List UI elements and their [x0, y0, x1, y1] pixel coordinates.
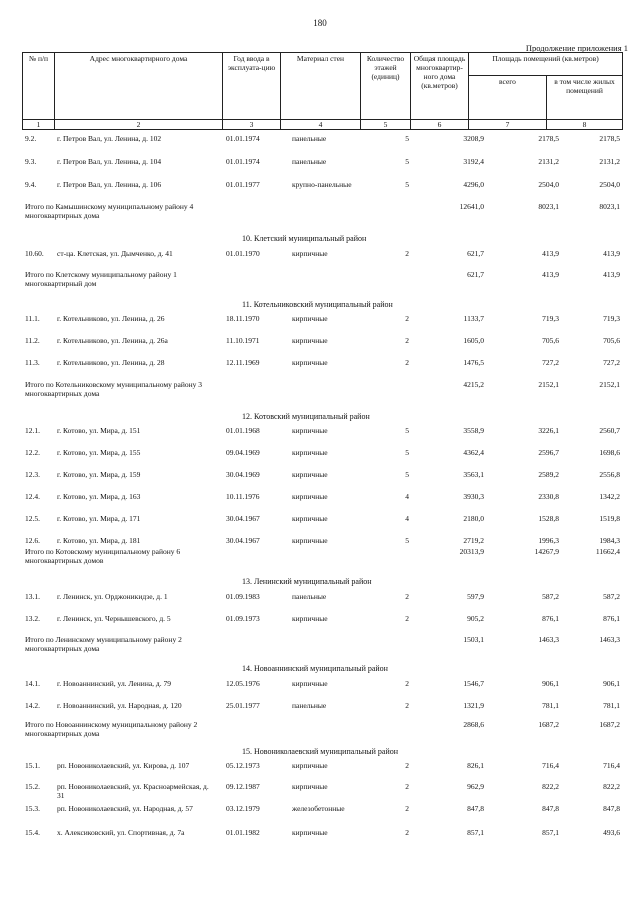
row-number: 13.1.: [25, 592, 40, 601]
row-floors: 2: [405, 679, 409, 688]
subtotal-living-area: 11662,4: [595, 547, 620, 556]
row-material: кирпичные: [292, 470, 328, 479]
row-floors: 5: [405, 180, 409, 189]
row-number: 9.3.: [25, 157, 37, 166]
row-floors: 2: [405, 358, 409, 367]
subtotal-rooms-area: 2152,1: [538, 380, 559, 389]
row-number: 12.2.: [25, 448, 40, 457]
table-row: [22, 134, 622, 156]
row-year: 01.01.1977: [226, 180, 260, 189]
row-rooms-area: 2131,2: [538, 157, 559, 166]
row-total-area: 826,1: [467, 761, 484, 770]
col-num-3: 3: [223, 120, 281, 130]
row-rooms-area: 587,2: [542, 592, 559, 601]
header-col2: Адрес многоквартирного дома: [55, 53, 223, 120]
row-year: 03.12.1979: [226, 804, 260, 813]
table-row: [22, 470, 622, 492]
row-rooms-area: 1996,3: [538, 536, 559, 545]
col-num-7: 7: [469, 120, 547, 130]
subtotal-label: Итого по Клетскому муниципальному району 1 многоквартирный дом: [25, 270, 177, 288]
subtotal-total-area: 1503,1: [463, 635, 484, 644]
row-material: кирпичные: [292, 782, 328, 791]
row-material: панельные: [292, 701, 327, 710]
row-total-area: 4362,4: [463, 448, 484, 457]
row-floors: 4: [405, 492, 409, 501]
row-number: 12.5.: [25, 514, 40, 523]
row-number: 13.2.: [25, 614, 40, 623]
row-material: кирпичные: [292, 492, 328, 501]
table-row: [22, 492, 622, 514]
row-number: 10.60.: [25, 249, 44, 258]
row-address: г. Новоаннинский, ул. Народная, д. 120: [57, 701, 182, 710]
table-row: [22, 679, 622, 701]
row-address: г. Котово, ул. Мира, д. 171: [57, 514, 141, 523]
row-floors: 5: [405, 426, 409, 435]
col-num-2: 2: [55, 120, 223, 130]
row-total-area: 1321,9: [463, 701, 484, 710]
row-total-area: 962,9: [467, 782, 484, 791]
subtotal-total-area: 2868,6: [463, 720, 484, 729]
table-row: [22, 828, 622, 850]
subtotal-label: Итого по Ленинскому муниципальному району 2 многоквартирных дома: [25, 635, 182, 653]
row-floors: 2: [405, 614, 409, 623]
table-row: [22, 180, 622, 202]
row-year: 01.01.1974: [226, 134, 260, 143]
row-number: 11.1.: [25, 314, 40, 323]
row-material: панельные: [292, 592, 327, 601]
row-floors: 2: [405, 336, 409, 345]
col-num-4: 4: [281, 120, 361, 130]
row-address: г. Петров Вал, ул. Ленина, д. 104: [57, 157, 162, 166]
row-year: 01.01.1982: [226, 828, 260, 837]
row-rooms-area: 2504,0: [538, 180, 559, 189]
row-rooms-area: 847,8: [542, 804, 559, 813]
row-year: 05.12.1973: [226, 761, 260, 770]
row-living-area: 716,4: [603, 761, 620, 770]
subtotal-rooms-area: 14267,9: [534, 547, 559, 556]
row-total-area: 905,2: [467, 614, 484, 623]
row-material: кирпичные: [292, 249, 328, 258]
table-row: [22, 426, 622, 448]
row-rooms-area: 857,1: [542, 828, 559, 837]
subtotal-living-area: 1687,2: [599, 720, 620, 729]
row-rooms-area: 716,4: [542, 761, 559, 770]
row-rooms-area: 906,1: [542, 679, 559, 688]
row-total-area: 3563,1: [463, 470, 484, 479]
row-year: 30.04.1969: [226, 470, 260, 479]
table-row: [22, 782, 622, 804]
row-year: 10.11.1976: [226, 492, 260, 501]
row-address: г. Новоаннинский, ул. Ленина, д. 79: [57, 679, 171, 688]
row-year: 30.04.1967: [226, 536, 260, 545]
row-total-area: 4296,0: [463, 180, 484, 189]
row-rooms-area: 876,1: [542, 614, 559, 623]
row-number: 11.3.: [25, 358, 40, 367]
row-living-area: 719,3: [603, 314, 620, 323]
row-address: г. Котово, ул. Мира, д. 159: [57, 470, 141, 479]
row-total-area: 1133,7: [463, 314, 484, 323]
subtotal-rooms-area: 8023,1: [538, 202, 559, 211]
row-address: г. Петров Вал, ул. Ленина, д. 106: [57, 180, 162, 189]
row-year: 18.11.1970: [226, 314, 260, 323]
row-floors: 2: [405, 592, 409, 601]
row-address: ст-ца. Клетская, ул. Дымченко, д. 41: [57, 249, 173, 258]
row-rooms-area: 413,9: [542, 249, 559, 258]
row-living-area: 2131,2: [599, 157, 620, 166]
row-number: 15.2.: [25, 782, 40, 791]
row-material: крупно-панельные: [292, 180, 352, 189]
row-number: 15.3.: [25, 804, 40, 813]
row-material: кирпичные: [292, 679, 328, 688]
row-floors: 5: [405, 470, 409, 479]
row-year: 01.09.1973: [226, 614, 260, 623]
row-number: 15.4.: [25, 828, 40, 837]
district-heading: 12. Котовский муниципальный район: [242, 412, 370, 421]
district-heading: 11. Котельниковский муниципальный район: [242, 300, 393, 309]
row-year: 01.01.1968: [226, 426, 260, 435]
table-row: [22, 336, 622, 358]
header-col78: Площадь помещений (кв.метров): [469, 53, 623, 76]
row-total-area: 621,7: [467, 249, 484, 258]
row-living-area: 1342,2: [599, 492, 620, 501]
row-material: кирпичные: [292, 514, 328, 523]
row-living-area: 493,6: [603, 828, 620, 837]
row-living-area: 705,6: [603, 336, 620, 345]
row-total-area: 3930,3: [463, 492, 484, 501]
row-year: 12.11.1969: [226, 358, 260, 367]
row-address: г. Котельниково, ул. Ленина, д. 26а: [57, 336, 168, 345]
row-rooms-area: 781,1: [542, 701, 559, 710]
row-material: кирпичные: [292, 336, 328, 345]
row-year: 09.12.1987: [226, 782, 260, 791]
subtotal-living-area: 2152,1: [599, 380, 620, 389]
row-address: х. Алексиковский, ул. Спортивная, д. 7а: [57, 828, 185, 837]
row-material: кирпичные: [292, 358, 328, 367]
row-address: г. Котельниково, ул. Ленина, д. 28: [57, 358, 165, 367]
row-rooms-area: 822,2: [542, 782, 559, 791]
row-year: 12.05.1976: [226, 679, 260, 688]
row-total-area: 2180,0: [463, 514, 484, 523]
row-living-area: 587,2: [603, 592, 620, 601]
row-floors: 2: [405, 249, 409, 258]
subtotal-label: Итого по Новоаннинскому муниципальному району 2 многоквартирных дома: [25, 720, 198, 738]
row-number: 9.2.: [25, 134, 37, 143]
header-col1: № п/п: [23, 53, 55, 120]
subtotal-total-area: 20313,9: [459, 547, 484, 556]
row-address: г. Ленинск, ул. Чернышевского, д. 5: [57, 614, 171, 623]
subtotal-rooms-area: 1687,2: [538, 720, 559, 729]
row-number: 11.2.: [25, 336, 40, 345]
row-total-area: 597,9: [467, 592, 484, 601]
row-floors: 4: [405, 514, 409, 523]
row-rooms-area: 2596,7: [538, 448, 559, 457]
col-num-6: 6: [411, 120, 469, 130]
row-floors: 2: [405, 761, 409, 770]
row-number: 12.4.: [25, 492, 40, 501]
col-num-8: 8: [547, 120, 623, 130]
header-col8: в том числе жилых помещений: [547, 76, 623, 120]
row-address: г. Котово, ул. Мира, д. 155: [57, 448, 141, 457]
district-heading: 14. Новоаннинский муниципальный район: [242, 664, 388, 673]
row-floors: 5: [405, 134, 409, 143]
row-living-area: 413,9: [603, 249, 620, 258]
table-row: [22, 514, 622, 536]
row-total-area: 2719,2: [463, 536, 484, 545]
row-number: 9.4.: [25, 180, 37, 189]
subtotal-living-area: 413,9: [603, 270, 620, 279]
row-living-area: 1698,6: [599, 448, 620, 457]
row-living-area: 727,2: [603, 358, 620, 367]
table-row: [22, 448, 622, 470]
header-col7: всего: [469, 76, 547, 120]
row-rooms-area: 2589,2: [538, 470, 559, 479]
row-material: кирпичные: [292, 536, 328, 545]
row-floors: 5: [405, 536, 409, 545]
row-material: кирпичные: [292, 614, 328, 623]
row-address: рп. Новониколаевский, ул. Красноармейская, д. 31: [57, 782, 209, 800]
row-number: 14.2.: [25, 701, 40, 710]
row-address: г. Котово, ул. Мира, д. 181: [57, 536, 141, 545]
row-floors: 2: [405, 828, 409, 837]
row-address: г. Котово, ул. Мира, д. 163: [57, 492, 141, 501]
row-living-area: 2178,5: [599, 134, 620, 143]
row-year: 01.09.1983: [226, 592, 260, 601]
table-row: [22, 157, 622, 179]
table-row: [22, 592, 622, 614]
row-year: 09.04.1969: [226, 448, 260, 457]
subtotal-total-area: 621,7: [467, 270, 484, 279]
row-living-area: 876,1: [603, 614, 620, 623]
page-number: 180: [313, 18, 327, 28]
row-address: г. Котово, ул. Мира, д. 151: [57, 426, 141, 435]
row-living-area: 2556,8: [599, 470, 620, 479]
subtotal-total-area: 4215,2: [463, 380, 484, 389]
row-floors: 2: [405, 314, 409, 323]
row-address: г. Ленинск, ул. Орджоникидзе, д. 1: [57, 592, 168, 601]
subtotal-label: Итого по Котельниковскому муниципальному району 3 многоквартирных дома: [25, 380, 203, 398]
row-living-area: 906,1: [603, 679, 620, 688]
row-year: 01.01.1970: [226, 249, 260, 258]
row-total-area: 3192,4: [463, 157, 484, 166]
row-year: 11.10.1971: [226, 336, 260, 345]
district-heading: 10. Клетский муниципальный район: [242, 234, 367, 243]
row-year: 25.01.1977: [226, 701, 260, 710]
subtotal-rooms-area: 413,9: [542, 270, 559, 279]
subtotal-label: Итого по Камышинскому муниципальному району 4 многоквартирных дома: [25, 202, 194, 220]
row-address: рп. Новониколаевский, ул. Кирова, д. 107: [57, 761, 190, 770]
row-living-area: 1984,3: [599, 536, 620, 545]
row-material: панельные: [292, 134, 327, 143]
row-material: панельные: [292, 157, 327, 166]
row-number: 12.1.: [25, 426, 40, 435]
row-address: г. Котельниково, ул. Ленина, д. 26: [57, 314, 165, 323]
table-row: [22, 761, 622, 783]
row-living-area: 847,8: [603, 804, 620, 813]
row-floors: 2: [405, 804, 409, 813]
row-address: г. Петров Вал, ул. Ленина, д. 102: [57, 134, 162, 143]
row-material: кирпичные: [292, 828, 328, 837]
row-material: кирпичные: [292, 314, 328, 323]
district-heading: 15. Новониколаевский муниципальный район: [242, 747, 399, 756]
row-number: 14.1.: [25, 679, 40, 688]
row-floors: 5: [405, 157, 409, 166]
row-rooms-area: 727,2: [542, 358, 559, 367]
row-living-area: 822,2: [603, 782, 620, 791]
row-year: 30.04.1967: [226, 514, 260, 523]
table-row: [22, 249, 622, 271]
header-col6: Общая площадь многоквартир-ного дома (кв.метров): [411, 53, 469, 120]
row-total-area: 3208,9: [463, 134, 484, 143]
row-year: 01.01.1974: [226, 157, 260, 166]
subtotal-rooms-area: 1463,3: [538, 635, 559, 644]
row-total-area: 857,1: [467, 828, 484, 837]
table-row: [22, 314, 622, 336]
row-floors: 5: [405, 448, 409, 457]
row-rooms-area: 719,3: [542, 314, 559, 323]
district-heading: 13. Ленинский муниципальный район: [242, 577, 372, 586]
row-floors: 2: [405, 782, 409, 791]
header-col4: Материал стен: [281, 53, 361, 120]
header-col3: Год ввода в эксплуата-цию: [223, 53, 281, 120]
table-row: [22, 358, 622, 380]
row-total-area: 3558,9: [463, 426, 484, 435]
row-rooms-area: 705,6: [542, 336, 559, 345]
subtotal-living-area: 8023,1: [599, 202, 620, 211]
row-number: 12.3.: [25, 470, 40, 479]
row-living-area: 2560,7: [599, 426, 620, 435]
table-row: [22, 614, 622, 636]
row-living-area: 1519,8: [599, 514, 620, 523]
row-total-area: 847,8: [467, 804, 484, 813]
row-rooms-area: 2330,8: [538, 492, 559, 501]
row-living-area: 781,1: [603, 701, 620, 710]
subtotal-living-area: 1463,3: [599, 635, 620, 644]
row-rooms-area: 1528,8: [538, 514, 559, 523]
header-col5: Количество этажей (единиц): [361, 53, 411, 120]
row-total-area: 1605,0: [463, 336, 484, 345]
row-number: 15.1.: [25, 761, 40, 770]
row-address: рп. Новониколаевский, ул. Народная, д. 57: [57, 804, 193, 813]
row-material: кирпичные: [292, 761, 328, 770]
table-row: [22, 804, 622, 826]
row-floors: 2: [405, 701, 409, 710]
row-material: железобетонные: [292, 804, 345, 813]
col-num-5: 5: [361, 120, 411, 130]
row-total-area: 1476,5: [463, 358, 484, 367]
subtotal-total-area: 12641,0: [459, 202, 484, 211]
continuation-note: Продолжение приложения 1: [525, 43, 628, 53]
table-header: [22, 52, 623, 130]
row-material: кирпичные: [292, 426, 328, 435]
row-rooms-area: 2178,5: [538, 134, 559, 143]
subtotal-label: Итого по Котовскому муниципальному району 6 многоквартирных домов: [25, 547, 181, 565]
col-num-1: 1: [23, 120, 55, 130]
row-number: 12.6.: [25, 536, 40, 545]
row-rooms-area: 3226,1: [538, 426, 559, 435]
row-total-area: 1546,7: [463, 679, 484, 688]
row-living-area: 2504,0: [599, 180, 620, 189]
row-material: кирпичные: [292, 448, 328, 457]
